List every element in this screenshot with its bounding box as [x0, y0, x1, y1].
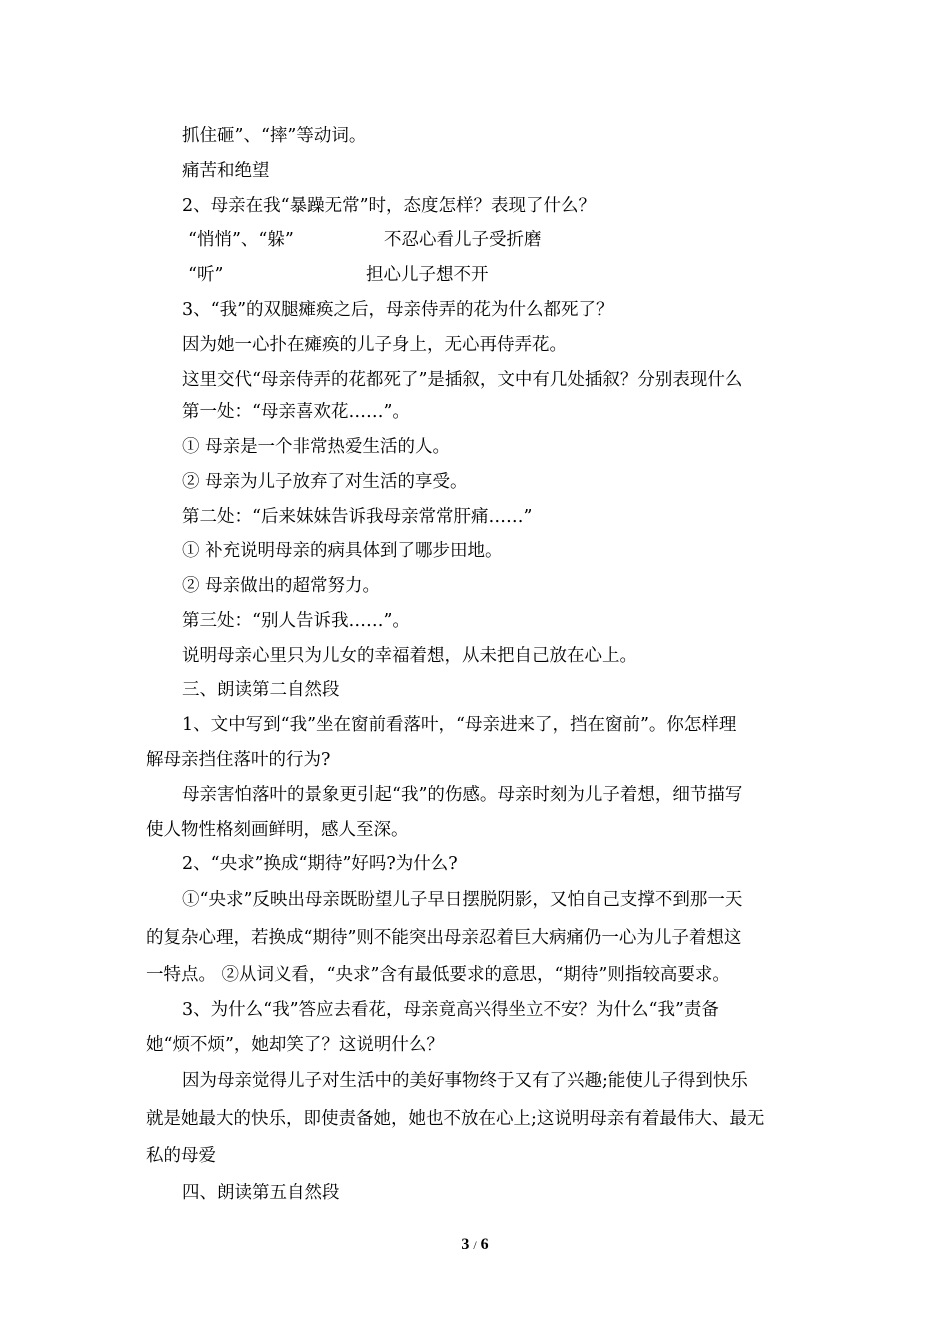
text-line: 母亲害怕落叶的景象更引起“我”的伤感。母亲时刻为儿子着想，细节描写 — [182, 785, 743, 805]
text-line: ① 母亲是一个非常热爱生活的人。 — [182, 437, 451, 457]
text-line: 第一处：“母亲喜欢花……”。 — [182, 402, 410, 422]
text-line: ①“央求”反映出母亲既盼望儿子早日摆脱阴影，又怕自己支撑不到那一天 — [182, 890, 743, 910]
text-line: 的复杂心理，若换成“期待”则不能突出母亲忍着巨大病痛仍一心为儿子着想这 — [146, 928, 742, 948]
section-heading: 四、朗读第五自然段 — [182, 1183, 340, 1203]
table-cell-right: 担心儿子想不开 — [366, 265, 489, 285]
text-line: 3、为什么“我”答应去看花，母亲竟高兴得坐立不安？为什么“我”责备 — [182, 1000, 719, 1020]
text-line: 一特点。 ②从词义看，“央求”含有最低要求的意思，“期待”则指较高要求。 — [146, 965, 730, 985]
table-cell-left: “听” — [188, 265, 224, 285]
text-line: 解母亲挡住落叶的行为? — [146, 750, 331, 770]
text-line: 痛苦和绝望 — [182, 161, 270, 181]
text-line: 第三处：“别人告诉我……”。 — [182, 611, 410, 631]
text-line: 这里交代“母亲侍弄的花都死了”是插叙，文中有几处插叙？分别表现什么 — [182, 370, 743, 390]
text-line: ① 补充说明母亲的病具体到了哪步田地。 — [182, 541, 503, 561]
text-line: 3、“我”的双腿瘫痪之后，母亲侍弄的花为什么都死了？ — [182, 300, 614, 320]
text-line: ② 母亲为儿子放弃了对生活的享受。 — [182, 472, 468, 492]
text-line: 抓住砸”、“摔”等动词。 — [182, 126, 367, 146]
text-line: 1、文中写到“我”坐在窗前看落叶，“母亲进来了，挡在窗前”。你怎样理 — [182, 715, 737, 735]
page-current: 3 — [461, 1236, 470, 1253]
text-line: 使人物性格刻画鲜明，感人至深。 — [146, 820, 409, 840]
table-cell-left: “悄悄”、“躲” — [188, 230, 294, 250]
page-separator: / — [473, 1238, 477, 1252]
page-number — [0, 1236, 950, 1254]
text-line: 她“烦不烦”，她却笑了？这说明什么？ — [146, 1035, 444, 1055]
text-line: 私的母爱 — [146, 1146, 216, 1166]
section-heading: 三、朗读第二自然段 — [182, 680, 340, 700]
text-line: 2、母亲在我“暴躁无常”时，态度怎样？表现了什么？ — [182, 196, 597, 216]
text-line: 就是她最大的快乐，即使责备她，她也不放在心上;这说明母亲有着最伟大、最无 — [146, 1109, 765, 1129]
page-total: 6 — [480, 1236, 489, 1253]
text-line: 因为她一心扑在瘫痪的儿子身上，无心再侍弄花。 — [182, 335, 567, 355]
text-line: 第二处：“后来妹妹告诉我母亲常常肝痛……” — [182, 507, 533, 527]
table-cell-right: 不忍心看儿子受折磨 — [384, 230, 542, 250]
text-line: 说明母亲心里只为儿女的幸福着想，从未把自己放在心上。 — [182, 646, 637, 666]
text-line: 2、“央求”换成“期待”好吗?为什么? — [182, 854, 458, 874]
text-line: 因为母亲觉得儿子对生活中的美好事物终于又有了兴趣;能使儿子得到快乐 — [182, 1071, 748, 1091]
text-line: ② 母亲做出的超常努力。 — [182, 576, 381, 596]
